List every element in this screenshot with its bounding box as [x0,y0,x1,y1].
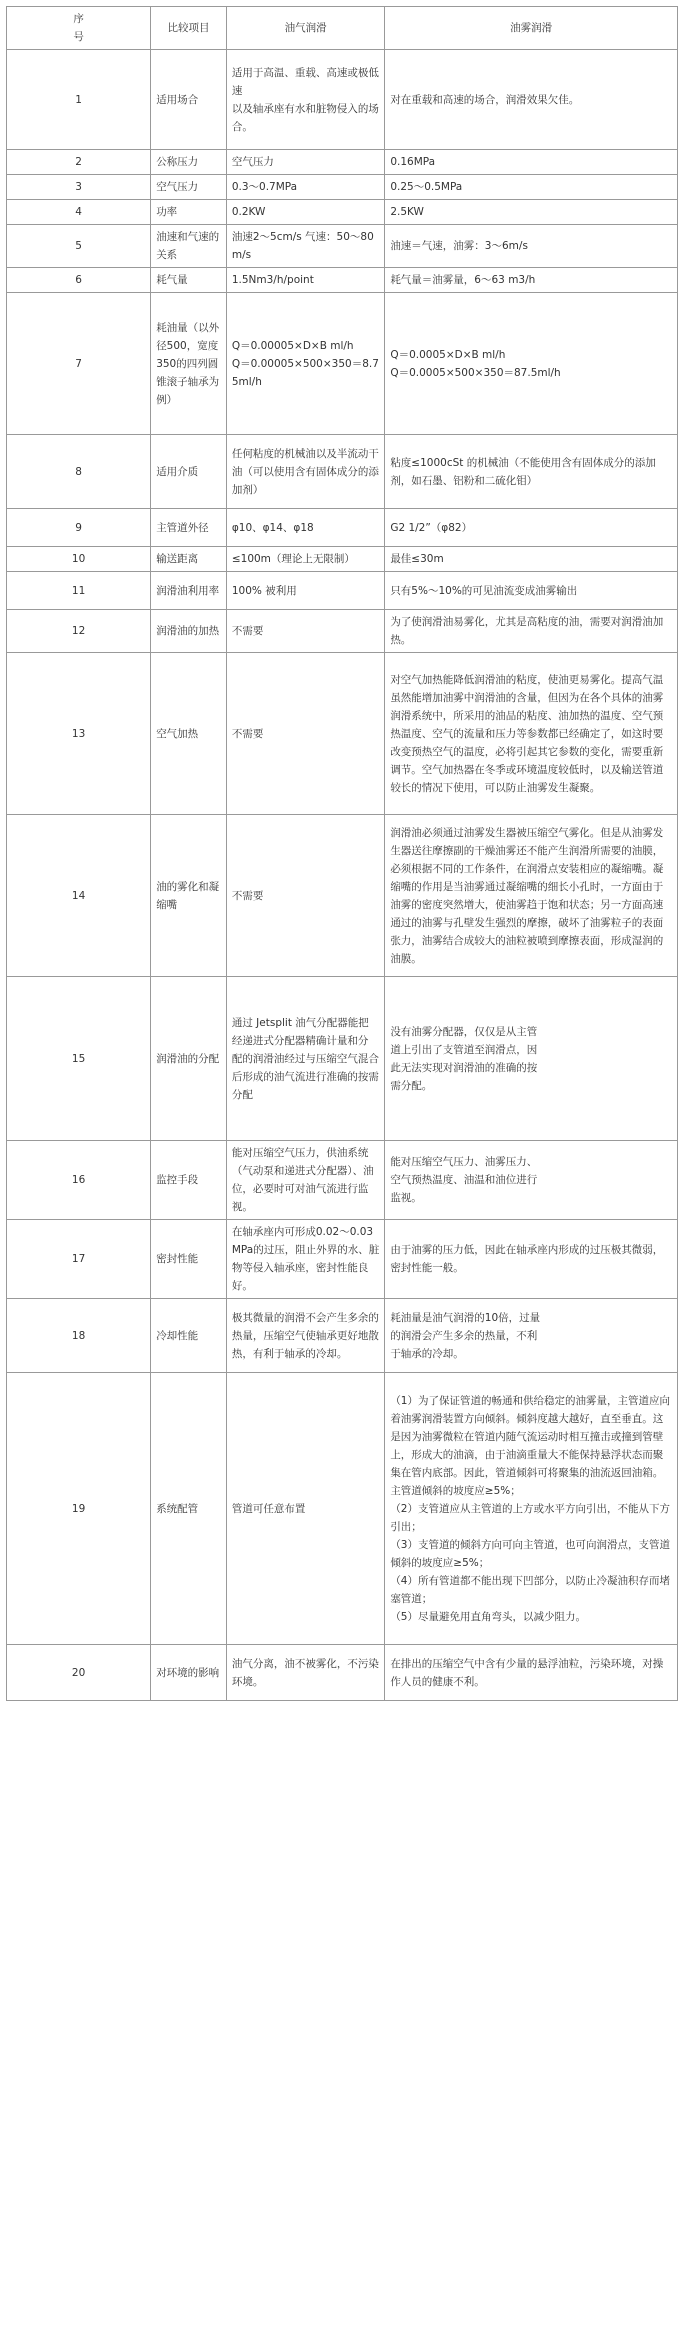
row-number: 5 [7,225,151,268]
table-row [7,200,678,225]
oil-mist-lubrication-cell: 0.16MPa [385,150,678,175]
oil-air-lubrication-cell: 油气分离，油不被雾化，不污染环境。 [226,1645,384,1701]
oil-air-lubrication-cell: 空气压力 [226,150,384,175]
comparison-item: 空气压力 [151,175,227,200]
table-row [7,1141,678,1220]
oil-mist-lubrication-cell: 只有5%～10%的可见油流变成油雾输出 [385,572,678,610]
oil-mist-lubrication-cell: 油速＝气速，油雾：3～6m/s [385,225,678,268]
row-number: 9 [7,509,151,547]
row-number: 7 [7,293,151,435]
header-oil-mist: 油雾润滑 [385,7,678,50]
comparison-item: 润滑油利用率 [151,572,227,610]
row-number: 2 [7,150,151,175]
row-number: 1 [7,50,151,150]
table-header-row [7,7,678,50]
table-row [7,225,678,268]
comparison-item: 公称压力 [151,150,227,175]
row-number: 4 [7,200,151,225]
oil-mist-lubrication-cell: 最佳≤30m [385,547,678,572]
table-row [7,175,678,200]
table-row [7,1373,678,1645]
row-number: 13 [7,653,151,815]
header-item: 比较项目 [151,7,227,50]
row-number: 14 [7,815,151,977]
oil-air-lubrication-cell: 能对压缩空气压力，供油系统（气动泵和递进式分配器）、油位，必要时可对油气流进行监视。 [226,1141,384,1220]
header-number: 序 号 [7,7,151,50]
oil-mist-lubrication-cell: 0.25～0.5MPa [385,175,678,200]
table-row [7,435,678,509]
table-row [7,293,678,435]
comparison-item: 对环境的影响 [151,1645,227,1701]
comparison-item: 密封性能 [151,1220,227,1299]
oil-mist-lubrication-cell: 润滑油必须通过油雾发生器被压缩空气雾化。但是从油雾发生器送往摩擦副的干燥油雾还不能产生润滑所需要的油膜，必须根据不同的工作条件，在润滑点安装相应的凝缩嘴。凝缩嘴的作用是当油雾通过凝缩嘴的细长小孔时，一方面由于油雾的密度突然增大，使油雾趋于饱和状态；另一方面高速通过的油雾与孔壁发生强烈的摩擦，破坏了油雾粒子的表面张力，油雾结合成较大的油粒被喷到摩擦表面，形成湿润的油膜。 [385,815,678,977]
oil-air-lubrication-cell: 不需要 [226,653,384,815]
table-row [7,653,678,815]
comparison-item: 适用介质 [151,435,227,509]
row-number: 3 [7,175,151,200]
oil-mist-lubrication-cell: Q＝0.0005×D×B ml/h Q＝0.0005×500×350＝87.5ml/h [385,293,678,435]
oil-air-lubrication-cell: 适用于高温、重载、高速或极低速 以及轴承座有水和脏物侵入的场合。 [226,50,384,150]
oil-air-lubrication-cell: 不需要 [226,610,384,653]
oil-air-lubrication-cell: 油速2～5cm/s 气速：50～80m/s [226,225,384,268]
oil-air-lubrication-cell: φ10、φ14、φ18 [226,509,384,547]
table-row [7,1645,678,1701]
table-row [7,50,678,150]
row-number: 10 [7,547,151,572]
comparison-item: 输送距离 [151,547,227,572]
comparison-item: 油的雾化和凝缩嘴 [151,815,227,977]
oil-air-lubrication-cell: 0.3～0.7MPa [226,175,384,200]
comparison-item: 功率 [151,200,227,225]
comparison-item: 润滑油的加热 [151,610,227,653]
oil-air-lubrication-cell: 通过 Jetsplit 油气分配器能把 经递进式分配器精确计量和分 配的润滑油经过与压缩空气混合 后形成的油气流进行准确的按需 分配 [226,977,384,1141]
row-number: 11 [7,572,151,610]
row-number: 20 [7,1645,151,1701]
oil-air-lubrication-cell: ≤100m（理论上无限制） [226,547,384,572]
oil-mist-lubrication-cell: 2.5KW [385,200,678,225]
row-number: 15 [7,977,151,1141]
table-row [7,1220,678,1299]
oil-air-lubrication-cell: Q＝0.00005×D×B ml/h Q＝0.00005×500×350＝8.75ml/h [226,293,384,435]
table-row [7,1299,678,1373]
table-body [7,50,678,1701]
comparison-item: 润滑油的分配 [151,977,227,1141]
comparison-item: 冷却性能 [151,1299,227,1373]
oil-air-lubrication-cell: 不需要 [226,815,384,977]
row-number: 6 [7,268,151,293]
table-row [7,572,678,610]
comparison-item: 耗油量（以外径500，宽度350的四列圆锥滚子轴承为例） [151,293,227,435]
table-row [7,268,678,293]
oil-mist-lubrication-cell: 为了使润滑油易雾化，尤其是高粘度的油，需要对润滑油加热。 [385,610,678,653]
oil-air-lubrication-cell: 0.2KW [226,200,384,225]
oil-air-lubrication-cell: 在轴承座内可形成0.02～0.03MPa的过压，阻止外界的水、脏物等侵入轴承座，密封性能良好。 [226,1220,384,1299]
row-number: 8 [7,435,151,509]
oil-mist-lubrication-cell: 耗油量是油气润滑的10倍，过量 的润滑会产生多余的热量，不利 于轴承的冷却。 [385,1299,678,1373]
oil-mist-lubrication-cell: 能对压缩空气压力、油雾压力、 空气预热温度、油温和油位进行 监视。 [385,1141,678,1220]
comparison-item: 监控手段 [151,1141,227,1220]
oil-mist-lubrication-cell: G2 1/2”（φ82） [385,509,678,547]
oil-air-lubrication-cell: 管道可任意布置 [226,1373,384,1645]
table-row [7,815,678,977]
oil-air-lubrication-cell: 100% 被利用 [226,572,384,610]
row-number: 16 [7,1141,151,1220]
comparison-item: 主管道外径 [151,509,227,547]
header-oil-air: 油气润滑 [226,7,384,50]
oil-air-lubrication-cell: 1.5Nm3/h/point [226,268,384,293]
oil-air-lubrication-cell: 极其微量的润滑不会产生多余的热量，压缩空气使轴承更好地散热，有利于轴承的冷却。 [226,1299,384,1373]
comparison-item: 耗气量 [151,268,227,293]
row-number: 19 [7,1373,151,1645]
table-row [7,150,678,175]
table-row [7,547,678,572]
comparison-table [6,6,678,1701]
comparison-item: 系统配管 [151,1373,227,1645]
table-row [7,509,678,547]
row-number: 18 [7,1299,151,1373]
oil-mist-lubrication-cell: 对在重载和高速的场合，润滑效果欠佳。 [385,50,678,150]
oil-mist-lubrication-cell: 粘度≤1000cSt 的机械油（不能使用含有固体成分的添加剂，如石墨、铝粉和二硫化钼） [385,435,678,509]
row-number: 12 [7,610,151,653]
table-row [7,610,678,653]
oil-mist-lubrication-cell: 由于油雾的压力低，因此在轴承座内形成的过压极其微弱，密封性能一般。 [385,1220,678,1299]
oil-mist-lubrication-cell: 在排出的压缩空气中含有少量的悬浮油粒，污染环境，对操作人员的健康不利。 [385,1645,678,1701]
comparison-item: 适用场合 [151,50,227,150]
oil-mist-lubrication-cell: （1）为了保证管道的畅通和供给稳定的油雾量，主管道应向着油雾润滑装置方向倾斜。倾斜度越大越好，直至垂直。这是因为油雾微粒在管道内随气流运动时相互撞击或撞到管壁上，形成大的油滴，由于油滴重量大不能保持悬浮状态而聚集在管内底部。因此，管道倾斜可将聚集的油流返回油箱。主管道倾斜的坡度应≥5%； （2）支管道应从主管道的上方或水平方向引出，不能从下方引出； （3）支管道的倾斜方向可向主管道，也可向润滑点，支管道倾斜的坡度应≥5%； （4）所有管道都不能出现下凹部分，以防止冷凝油积存而堵塞管道； （5）尽量避免用直角弯头，以减少阻力。 [385,1373,678,1645]
row-number: 17 [7,1220,151,1299]
oil-mist-lubrication-cell: 没有油雾分配器，仅仅是从主管 道上引出了支管道至润滑点，因 此无法实现对润滑油的准确的按 需分配。 [385,977,678,1141]
oil-air-lubrication-cell: 任何粘度的机械油以及半流动干油（可以使用含有固体成分的添加剂） [226,435,384,509]
comparison-item: 空气加热 [151,653,227,815]
oil-mist-lubrication-cell: 耗气量＝油雾量，6～63 m3/h [385,268,678,293]
table-row [7,977,678,1141]
oil-mist-lubrication-cell: 对空气加热能降低润滑油的粘度，使油更易雾化。提高气温虽然能增加油雾中润滑油的含量，但因为在各个具体的油雾润滑系统中，所采用的油品的粘度、油加热的温度、空气预热温度、空气的流量和压力等参数都已经确定了，如这时要改变预热空气的温度，必将引起其它参数的变化，需要重新调节。空气加热器在冬季或环境温度较低时，以及输送管道较长的情况下使用，可以防止油雾发生凝聚。 [385,653,678,815]
comparison-item: 油速和气速的关系 [151,225,227,268]
